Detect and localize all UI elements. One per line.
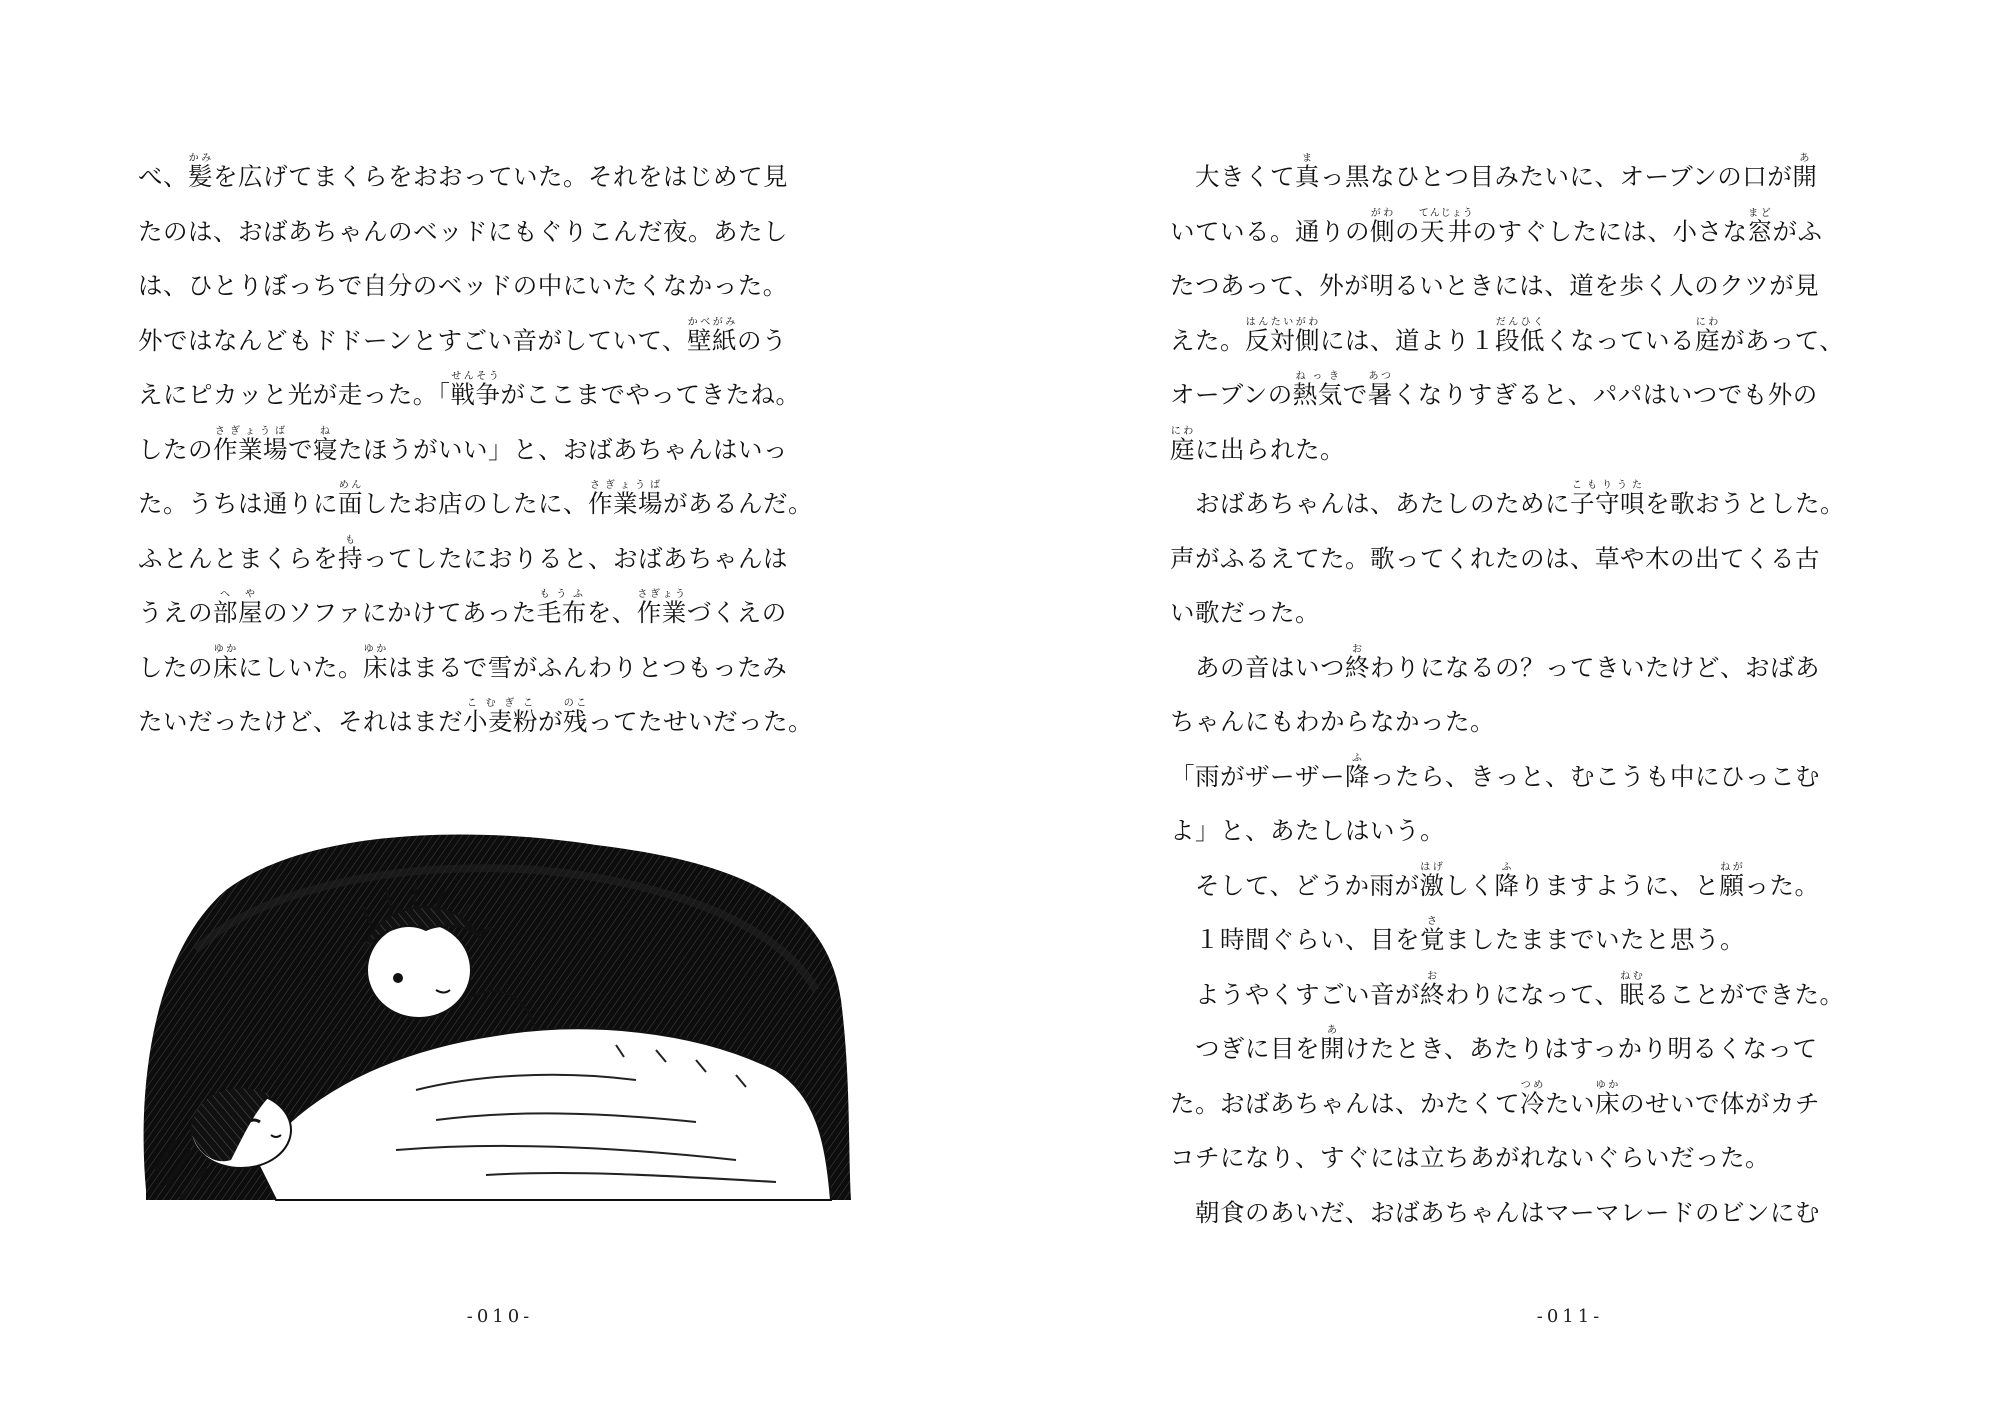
text-line	[138, 314, 868, 369]
furigana: はげ	[1419, 861, 1445, 873]
text-segment: えにピカッと光が走った。「	[138, 380, 451, 409]
text-segment: りますように、と	[1519, 870, 1720, 900]
ruby-base: 降	[1494, 870, 1520, 900]
ruby-base: 開	[1792, 162, 1818, 191]
text-segment: しく	[1444, 870, 1495, 900]
text-segment: のソファにかけてあった	[263, 598, 537, 627]
ruby-base: 面	[338, 489, 363, 518]
text-segment: ふとんとまくらを	[138, 543, 338, 573]
ruby-word	[1695, 316, 1720, 355]
ruby-base: 部屋	[213, 598, 263, 627]
ruby-word	[1494, 861, 1520, 900]
text-segment: がふ	[1772, 216, 1823, 246]
text-segment: 外ではなんどもドドーンとすごい音がしていて、	[138, 325, 688, 355]
ruby-base: 窓	[1747, 216, 1773, 246]
text-line	[1170, 1077, 1890, 1132]
furigana: も	[338, 534, 363, 546]
text-segment: で	[1342, 380, 1368, 409]
text-segment: ったら、きっと、むこうも中にひっこむ	[1370, 761, 1820, 791]
text-segment: たつあって、外が明るいときには、道を歩く人のクツが見	[1170, 271, 1820, 300]
ruby-word	[213, 589, 263, 627]
sleeping-children-illustration	[136, 830, 856, 1210]
ruby-base: 終	[1420, 979, 1445, 1009]
illustration-icon	[136, 830, 856, 1210]
ruby-word	[1295, 153, 1320, 191]
ruby-word	[463, 698, 538, 736]
text-segment: 大きくて	[1170, 162, 1295, 191]
text-segment: い歌だった。	[1170, 598, 1320, 627]
ruby-word	[1170, 425, 1195, 464]
text-line	[1170, 695, 1890, 750]
furigana: ねっき	[1292, 371, 1343, 382]
text-segment: したお店のしたに、	[363, 489, 588, 518]
text-segment: したの	[138, 652, 213, 682]
right-page-text	[1170, 150, 1890, 1240]
furigana: ねむ	[1619, 970, 1645, 982]
text-segment: で	[288, 434, 313, 464]
furigana: かみ	[188, 153, 213, 164]
furigana: ふ	[1345, 752, 1370, 764]
furigana: てんじょう	[1418, 207, 1474, 219]
ruby-base: 床	[1595, 1088, 1620, 1118]
ruby-word	[1292, 371, 1343, 409]
furigana: あ	[1792, 153, 1818, 164]
text-line	[1170, 532, 1890, 587]
right-page	[1000, 0, 2000, 1420]
ruby-base: 壁紙	[687, 325, 738, 355]
ruby-base: 床	[213, 652, 238, 682]
ruby-base: 覚	[1420, 925, 1445, 954]
furigana: めん	[338, 480, 363, 491]
left-page-text	[138, 150, 868, 750]
furigana: ゆか	[213, 643, 238, 655]
furigana: さぎょうば	[213, 425, 288, 437]
furigana: ね	[313, 425, 338, 437]
ruby-word	[1370, 207, 1395, 246]
text-line	[138, 586, 868, 641]
text-line	[138, 259, 868, 314]
text-segment: １時間ぐらい、目を	[1170, 925, 1420, 954]
ruby-word	[1367, 371, 1393, 409]
ruby-word	[1619, 970, 1645, 1009]
ruby-base: 庭	[1170, 434, 1195, 464]
text-segment: を歌おうとした。	[1645, 489, 1845, 518]
text-line	[1170, 1022, 1890, 1077]
ruby-base: 作業場	[588, 489, 663, 518]
furigana: あつ	[1367, 371, 1393, 382]
ruby-word	[1418, 207, 1474, 246]
text-segment: 声がふるえてた。歌ってくれたのは、草や木の出てくる古	[1170, 543, 1820, 573]
text-line	[1170, 205, 1890, 260]
ruby-word	[213, 425, 288, 464]
furigana: もうふ	[536, 589, 587, 600]
ruby-base: 床	[363, 652, 388, 682]
ruby-base: 眠	[1619, 979, 1645, 1009]
text-segment: っ黒なひとつ目みたいに、オーブンの口が	[1320, 162, 1793, 191]
text-segment: たのは、おばあちゃんのベッドにもぐりこんだ夜。あたし	[138, 216, 788, 246]
text-segment: うえの	[138, 598, 213, 627]
ruby-word	[1345, 752, 1370, 791]
ruby-word	[363, 643, 388, 682]
text-line	[1170, 859, 1890, 914]
ruby-base: 戦争	[450, 380, 501, 409]
text-segment: たい	[1545, 1088, 1595, 1118]
ruby-word	[588, 480, 663, 518]
text-line	[138, 532, 868, 587]
text-segment: ましたままでいたと思う。	[1445, 925, 1745, 954]
furigana: はんたいがわ	[1245, 316, 1320, 328]
ruby-word	[450, 371, 501, 409]
ruby-word	[1595, 1079, 1620, 1118]
text-segment: ってしたにおりると、おばあちゃんは	[363, 543, 788, 573]
ruby-base: 終	[1345, 652, 1370, 682]
ruby-word	[1520, 1079, 1545, 1118]
text-segment: したの	[138, 434, 213, 464]
ruby-word	[687, 316, 738, 355]
text-segment: のせいで体がカチ	[1620, 1088, 1820, 1118]
ruby-base: 寝	[313, 434, 338, 464]
ruby-base: 熱気	[1292, 380, 1343, 409]
furigana: さぎょうば	[588, 480, 663, 491]
furigana: ゆか	[363, 643, 388, 655]
ruby-word	[338, 480, 363, 518]
text-line	[1170, 477, 1890, 532]
text-segment: を広げてまくらをおおっていた。それをはじめて見	[213, 162, 788, 191]
furigana: せんそう	[450, 371, 501, 382]
furigana: お	[1420, 970, 1445, 982]
ruby-base: 降	[1345, 761, 1370, 791]
furigana: にわ	[1695, 316, 1720, 328]
furigana: ま	[1295, 153, 1320, 164]
text-segment: コチになり、すぐには立ちあがれないぐらいだった。	[1170, 1143, 1770, 1172]
ruby-word	[1419, 861, 1445, 900]
text-line	[1170, 750, 1890, 805]
ruby-base: 激	[1419, 870, 1445, 900]
ruby-base: 暑	[1367, 380, 1393, 409]
text-segment: たいだったけど、それはまだ	[138, 707, 463, 736]
text-segment: ることができた。	[1644, 979, 1845, 1009]
page-number-right: -011-	[1536, 1306, 1604, 1327]
ruby-base: 作業場	[213, 434, 288, 464]
furigana: ゆか	[1595, 1079, 1620, 1091]
ruby-base: 作業	[636, 598, 687, 627]
furigana: にわ	[1170, 425, 1195, 437]
text-segment: った。	[1744, 870, 1820, 900]
text-segment: あの音はいつ	[1170, 652, 1345, 682]
ruby-word	[1719, 861, 1745, 900]
text-segment: いている。通りの	[1170, 216, 1370, 246]
ruby-word	[313, 425, 338, 464]
ruby-base: 庭	[1695, 325, 1720, 355]
furigana: へや	[213, 589, 263, 600]
ruby-word	[636, 589, 687, 627]
ruby-base: 毛布	[536, 598, 587, 627]
ruby-word	[338, 534, 363, 573]
text-segment: の	[1395, 216, 1420, 246]
text-line	[138, 695, 868, 750]
text-segment: おばあちゃんは、あたしのために	[1170, 489, 1570, 518]
ruby-base: 冷	[1520, 1088, 1545, 1118]
text-line	[1170, 641, 1890, 696]
text-segment: た。うちは通りに	[138, 489, 338, 518]
ruby-word	[188, 153, 213, 191]
furigana: のこ	[563, 698, 588, 709]
furigana: だんひく	[1495, 316, 1545, 328]
text-line	[138, 641, 868, 696]
text-segment: べ、	[138, 162, 188, 191]
text-segment: ってたせいだった。	[588, 707, 813, 736]
text-segment: よ」と、あたしはいう。	[1170, 816, 1445, 845]
text-segment: がここまでやってきたね。	[500, 380, 801, 409]
ruby-base: 残	[563, 707, 588, 736]
text-segment: くなっている	[1545, 325, 1695, 355]
page-number-left: -010-	[466, 1306, 534, 1327]
furigana: こもりうた	[1570, 480, 1645, 491]
ruby-word	[1320, 1025, 1345, 1063]
text-segment: わりになって、	[1445, 979, 1620, 1009]
ruby-base: 髪	[188, 162, 213, 191]
text-line	[1170, 1186, 1890, 1241]
text-line	[138, 205, 868, 260]
text-segment: ちゃんにもわからなかった。	[1170, 707, 1495, 736]
text-segment: はまるで雪がふんわりとつもったみ	[388, 652, 788, 682]
furigana: まど	[1747, 207, 1773, 219]
text-line	[1170, 804, 1890, 859]
furigana: がわ	[1370, 207, 1395, 219]
text-line	[138, 150, 868, 205]
ruby-base: 真	[1295, 162, 1320, 191]
ruby-base: 側	[1370, 216, 1395, 246]
text-segment: 「雨がザーザー	[1170, 761, 1345, 791]
furigana: ふ	[1494, 861, 1520, 873]
furigana: ねが	[1719, 861, 1745, 873]
text-line	[1170, 968, 1890, 1023]
ruby-base: 開	[1320, 1034, 1345, 1063]
text-line	[138, 477, 868, 532]
furigana: さ	[1420, 916, 1445, 927]
ruby-word	[1495, 316, 1545, 355]
ruby-base: 段低	[1495, 325, 1545, 355]
text-segment: づくえの	[686, 598, 787, 627]
furigana: かべがみ	[687, 316, 738, 328]
ruby-base: 持	[338, 543, 363, 573]
text-segment: があって、	[1720, 325, 1845, 355]
text-segment: に出られた。	[1195, 434, 1345, 464]
ruby-word	[563, 698, 588, 736]
text-line	[1170, 150, 1890, 205]
text-line	[1170, 314, 1890, 369]
text-segment: たほうがいい」と、おばあちゃんはいっ	[338, 434, 788, 464]
text-segment: が	[538, 707, 563, 736]
text-segment: にしいた。	[238, 652, 363, 682]
ruby-word	[1345, 643, 1370, 682]
text-segment: オーブンの	[1170, 380, 1293, 409]
ruby-word	[1747, 207, 1773, 246]
text-line	[138, 368, 868, 423]
text-segment: えた。	[1170, 325, 1245, 355]
ruby-base: 願	[1719, 870, 1745, 900]
text-segment: を、	[586, 598, 637, 627]
ruby-word	[213, 643, 238, 682]
text-line	[1170, 368, 1890, 423]
text-line	[1170, 913, 1890, 968]
ruby-base: 天井	[1418, 216, 1474, 246]
text-segment: そして、どうか雨が	[1170, 870, 1420, 900]
ruby-base: 小麦粉	[463, 707, 538, 736]
ruby-word	[1245, 316, 1320, 355]
text-line	[1170, 423, 1890, 478]
text-line	[1170, 1131, 1890, 1186]
text-line	[1170, 586, 1890, 641]
text-segment: のう	[737, 325, 788, 355]
text-segment: は、ひとりぼっちで自分のベッドの中にいたくなかった。	[138, 271, 788, 300]
furigana: さぎょう	[636, 589, 687, 600]
text-segment: わりになるの？ってきいたけど、おばあ	[1370, 652, 1820, 682]
text-segment: た。おばあちゃんは、かたくて	[1170, 1088, 1520, 1118]
ruby-word	[1420, 970, 1445, 1009]
ruby-word	[1570, 480, 1645, 518]
text-segment: には、道より１	[1320, 325, 1495, 355]
text-line	[1170, 259, 1890, 314]
text-segment: 朝食のあいだ、おばあちゃんはマーマレードのビンにむ	[1170, 1197, 1820, 1227]
text-segment: けたとき、あたりはすっかり明るくなって	[1345, 1034, 1818, 1063]
text-segment: ようやくすごい音が	[1170, 979, 1420, 1009]
furigana: お	[1345, 643, 1370, 655]
ruby-word	[1792, 153, 1818, 191]
text-segment: があるんだ。	[663, 489, 813, 518]
text-line	[138, 423, 868, 478]
ruby-word	[536, 589, 587, 627]
text-segment: くなりすぎると、パパはいつでも外の	[1392, 380, 1818, 409]
ruby-base: 子守唄	[1570, 489, 1645, 518]
furigana: こむぎこ	[463, 698, 538, 709]
text-segment: のすぐしたには、小さな	[1472, 216, 1748, 246]
text-segment: つぎに目を	[1170, 1034, 1320, 1063]
ruby-word	[1420, 916, 1445, 954]
ruby-base: 反対側	[1245, 325, 1320, 355]
furigana: あ	[1320, 1025, 1345, 1036]
furigana: つめ	[1520, 1079, 1545, 1091]
